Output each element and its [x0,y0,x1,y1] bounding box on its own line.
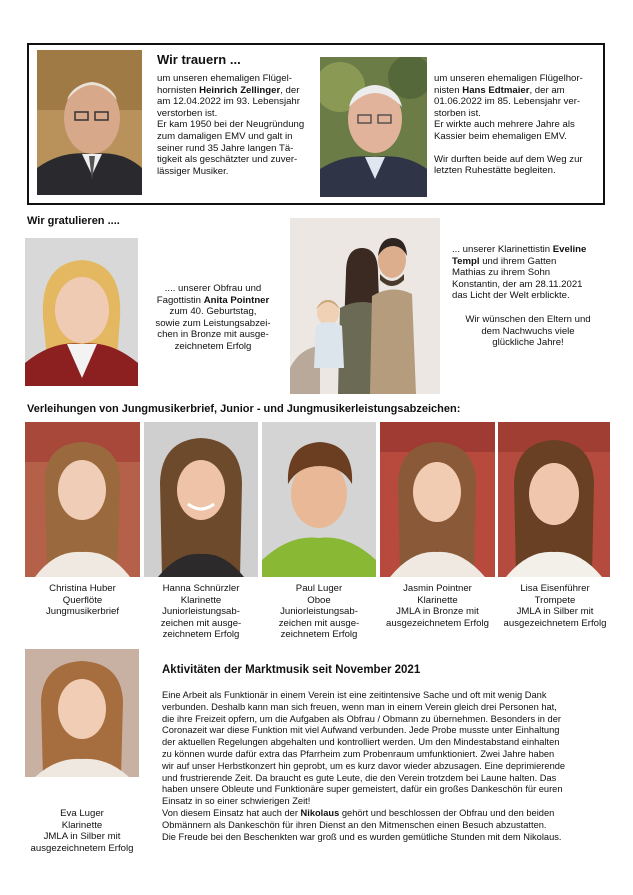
photo-hanna-schnuerzler [144,422,258,577]
award-caption-hanna: Hanna Schnürzler Klarinette Juniorleistungsab- zeichen mit ausge- zeichnetem Erfolg [160,583,242,641]
photo-anita-pointner [25,238,138,386]
award-caption-paul: Paul Luger Oboe Juniorleistungsab- zeichen mit ausge- zeichnetem Erfolg [278,583,360,641]
awards-title: Verleihungen von Jungmusikerbrief, Junior - und Jungmusikerleistungsabzeichen: [27,403,461,415]
photo-heinrich-zellinger [37,50,142,195]
activities-title: Aktivitäten der Marktmusik seit November 2021 [162,664,421,676]
award-caption-eva: Eva Luger Klarinette JMLA in Silber mit ausgezeichnetem Erfolg [30,808,134,854]
photo-paul-luger [262,422,376,577]
photo-jasmin-pointner [380,422,495,577]
name-templ: Templ [452,255,480,267]
award-caption-christina: Christina Huber Querflöte Jungmusikerbrief [45,583,120,618]
name-heinrich-zellinger: Heinrich Zellinger [199,84,281,96]
photo-lisa-eisenfuehrer [498,422,610,577]
activities-body: Eine Arbeit als Funktionär in einem Verein ist eine zeitintensive Sache und oft mit wenig Dank verbunden. Deshalb kann man sich freuen, wenn man in einem Verein gleich drei Personen hat, die ihre Freizeit opfern, um die Aufgaben als Obfrau / Obmann zu übernehmen. Besonders in der Coronazeit war diese Funktion mit viel Aufwand verbunden. Jede Probe musste unter Einhaltung der aktuellen Regelungen abgehalten und kontrolliert werden. Um den Mindestabstand einhalten zu können wurde dafür extra das Pfarrheim zum Probenraum umfunktioniert. Zwei Jahre haben wir auf unser Herbstkonzert hin geprobt, um es kurz davor wieder abzusagen. Eine deprimierende und frustrierende Zeit. Da braucht es gute Leute, die den Verein trotzdem bei Laune halten. Das haben unsere Obleute und Funktionäre super gemeistert, dafür ein großes Dankeschön für euren Einsatz in so einer schwierigen Zeit! Von diesem Einsatz hat auch der Nikolaus gehört und beschlossen der Obfrau und den beiden Obmännern als Dankeschön für ihren Dienst an den Mitmenschen einen Besuch abzustatten. Die Freude bei den Beschenkten war groß und es wurden gemütliche Stunden mit dem Nikolaus. [162,690,566,842]
photo-hans-edtmaier [320,57,427,197]
photo-eva-luger [25,649,139,777]
congrats-right-text: ... unserer Klarinettistin Eveline Templ und ihrem Gatten Mathias zu ihrem Sohn Konstantin, der am 28.11.2021 das Licht der Welt erblickte. Wir wünschen den Eltern und dem Nachwuchs viele glückliche Jahre! [452,244,591,349]
congrats-title: Wir gratulieren .... [27,215,120,227]
photo-christina-huber [25,422,140,577]
mourn-right-text: um unseren ehemaligen Flügelhor- nisten Hans Edtmaier, der am 01.06.2022 im 85. Lebensjahr ver- storben ist. Er wirkte auch mehrere Jahre als Kassier beim ehemaligen EMV. Wir durften beide auf dem Weg zur letzten Ruhestätte begleiten. [434,73,583,177]
name-anita-pointner: Anita Pointner [203,294,270,306]
mourn-left-text: um unseren ehemaligen Flügel- hornisten Heinrich Zellinger, der am 12.04.2022 im 93. Lebensjahr verstorben ist. Er kam 1950 bei der Neugründung zum damaligen EMV und galt in seiner rund 35 Jahre langen Tä- tigkeit als geschätzter und zuver- lässiger Musiker. [157,73,305,177]
name-eveline: Eveline [552,244,587,255]
name-nikolaus: Nikolaus [300,807,340,818]
award-caption-lisa: Lisa Eisenführer Trompete JMLA in Silber mit ausgezeichnetem Erfolg [503,583,607,629]
name-hans-edtmaier: Hans Edtmaier [462,84,530,96]
congrats-left-text: .... unserer Obfrau und Fagottistin Anita Pointner zum 40. Geburtstag, sowie zum Leistungsabzei- chen in Bronze mit ausge- zeichnetem Erfolg [155,283,271,352]
award-caption-jasmin: Jasmin Pointner Klarinette JMLA in Bronze mit ausgezeichnetem Erfolg [386,583,489,629]
photo-templ-family [290,218,440,394]
mourn-title: Wir trauern ... [157,52,241,67]
